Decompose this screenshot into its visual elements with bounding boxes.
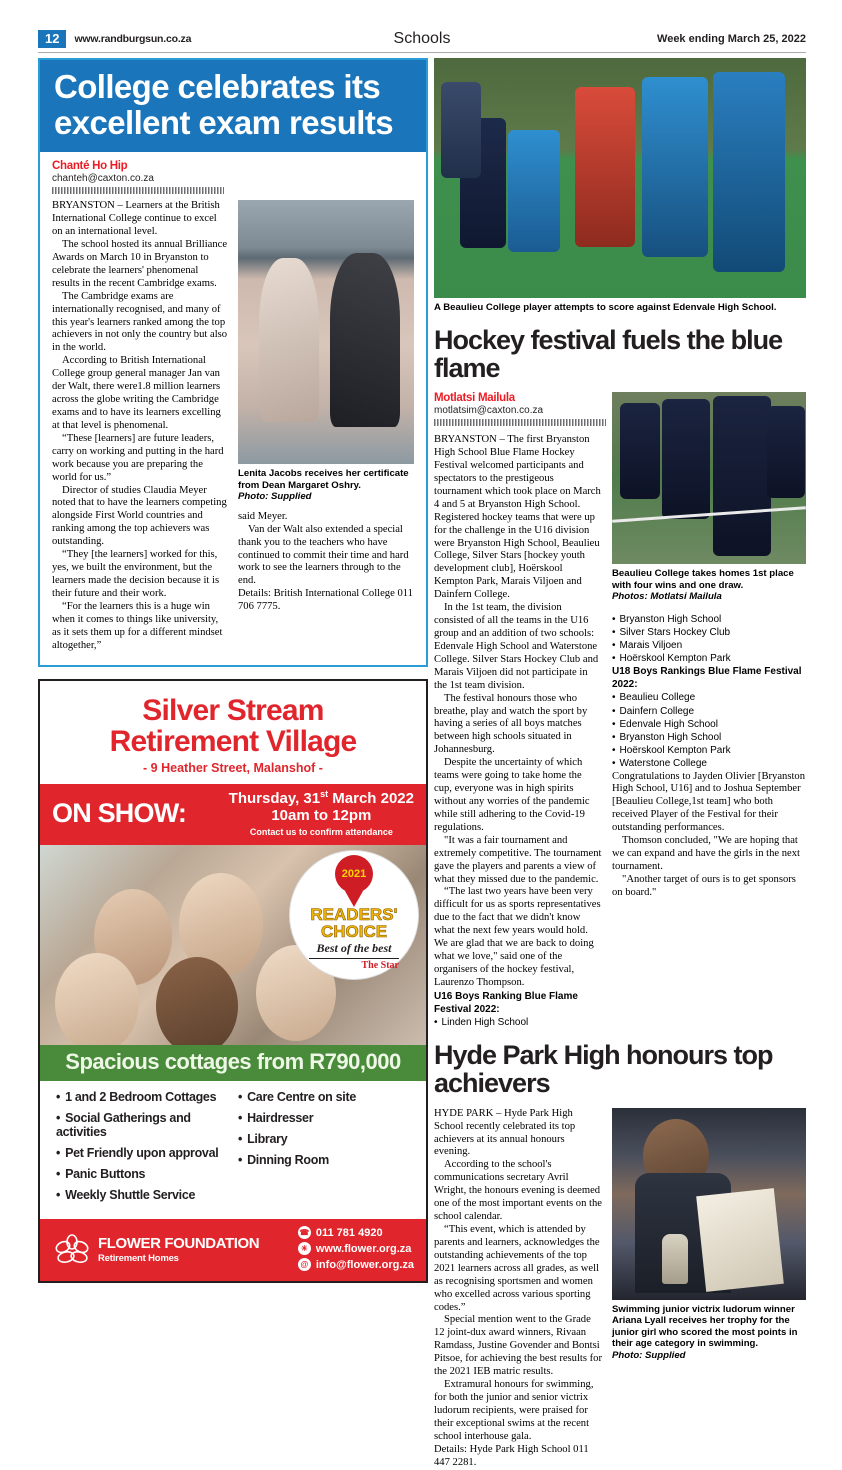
paragraph: The school hosted its annual Brilliance Awards on March 10 in Bryanston to celebrate the learners' phenomenal results in the recent Cambridge exams.	[52, 239, 228, 289]
brand-subtitle: Retirement Homes	[98, 1253, 179, 1265]
ranking-item: • Silver Stars Hockey Club	[612, 626, 806, 639]
hockey-body	[434, 392, 806, 1029]
paragraph: In the 1st team, the division consisted of all the teams in the U16 group and an addition of two schools: Edenvale High School and Waterstone College. Silver Stars Hockey Club and Marais Viljoen did not participate in the 1st team division.	[434, 602, 599, 691]
brand-name: FLOWER FOUNDATION	[98, 1235, 260, 1253]
u16-rankings-list-left	[434, 1016, 602, 1029]
paragraph: “They [the learners] worked for this, yes, we built the environment, but the learners made the decision because it is their future and their work.	[52, 549, 220, 599]
article-hydepark	[434, 1041, 806, 1470]
ranking-item: • Waterstone College	[612, 757, 806, 770]
badge-choice-label: CHOICE	[320, 922, 388, 942]
feature-item: • Dinning Room	[238, 1153, 410, 1167]
byline-author-name: Chanté Ho Hip	[52, 160, 128, 173]
globe-icon: ☀	[298, 1242, 311, 1255]
caption-text: Swimming junior victrix ludorum winner Ariana Lyall receives her trophy for the junior girl who scored the most points in their age category in swimming.	[612, 1303, 798, 1350]
paragraph: Extramural honours for swimming, for both the junior and senior victrix ludorum recipients, were praised for their exceptional swims at the recent school interhouse gala.	[434, 1379, 594, 1442]
ad-address: - 9 Heather Street, Malanshof -	[143, 761, 323, 776]
paragraph: Details: Hyde Park High School 011 447 2281.	[434, 1443, 589, 1468]
section-title: Schools	[393, 30, 451, 47]
hydepark-body-col1	[434, 1108, 602, 1470]
byline-author-email: chanteh@caxton.co.za	[52, 173, 154, 185]
badge-readers-label: READERS'	[310, 905, 398, 925]
advert-silver-stream[interactable]	[38, 679, 428, 1284]
paragraph: “These [learners] are future leaders, carry on working and putting in the hard work because you are preparing the world for us.”	[52, 432, 224, 483]
photo-caption	[612, 1304, 806, 1362]
photo-beaulieu-team	[612, 392, 806, 564]
college-body-col1	[52, 200, 228, 652]
ad-title-line1: Silver Stream	[142, 693, 324, 727]
hydepark-headline: Hyde Park High honours top achievers	[434, 1040, 773, 1099]
hydepark-body	[434, 1108, 806, 1470]
paragraph: The festival honours those who breathe, play and watch the sport by having a series of all boys matches between high schools situated in Johannesburg.	[434, 692, 588, 756]
paragraph: HYDE PARK – Hyde Park High School recently celebrated its top achievers at its annual honours evening.	[434, 1107, 576, 1158]
issue-date: Week ending March 25, 2022	[657, 33, 806, 45]
badge-tagline: Best of the best	[316, 941, 392, 956]
paragraph: Details: British International College 011 706 7775.	[238, 588, 413, 613]
paragraph: “This event, which is attended by parents and learners, acknowledges the outstanding achievements of the top 2021 learners across all grades, as well as recognising sportsmen and women who excelled across various sporting codes.”	[434, 1224, 600, 1313]
photo-caption: A Beaulieu College player attempts to score against Edenvale High School.	[434, 302, 777, 313]
photo-hockey-match	[434, 58, 806, 298]
feature-item: • Care Centre on site	[238, 1090, 410, 1104]
u16-rankings-list-right	[612, 613, 806, 666]
ad-onshow-date-sup: st	[320, 789, 329, 800]
ad-onshow-note: Contact us to confirm attendance	[249, 827, 393, 838]
feature-item: • Pet Friendly upon approval	[56, 1146, 228, 1160]
paragraph: Despite the uncertainty of which teams were going to take home the cup, everyone was in high spirits without any worries of the pandemic while still adhering to the Covid-19 regulations.	[434, 757, 590, 833]
website-url: www.randburgsun.co.za	[74, 33, 192, 45]
ranking-item: • Dainfern College	[612, 705, 806, 718]
ad-title-line2: Retirement Village	[109, 725, 357, 759]
contact-email[interactable]: info@flower.org.za	[315, 1258, 414, 1271]
ranking-item: • Edenvale High School	[612, 718, 806, 731]
ad-features-col1	[56, 1090, 228, 1209]
ad-photo-residents	[40, 845, 426, 1045]
paragraph: The Cambridge exams are internationally recognised, and many of this year's learners ranked among the top achievers in not only the country but also in the world.	[52, 290, 228, 354]
ad-price-banner: Spacious cottages from R790,000	[40, 1045, 426, 1081]
u18-rankings-heading: U18 Boys Rankings Blue Flame Festival 2022:	[612, 666, 802, 691]
photo-ariana-lyall	[612, 1108, 806, 1300]
hockey-body-col2	[612, 392, 806, 1029]
u18-rankings-list	[612, 691, 806, 770]
paragraph: "It was a fair tournament and extremely competitive. The tournament gave the players and parents a view of what they missed due to the pandemic.	[434, 834, 602, 885]
ad-features	[40, 1081, 426, 1219]
u16-rankings-heading: U16 Boys Ranking Blue Flame Festival 2022:	[434, 990, 578, 1015]
caption-credit: Photo: Supplied	[612, 1349, 686, 1361]
paragraph: Thomson concluded, "We are hoping that we can expand and have the girls in the next tournament.	[612, 835, 800, 873]
ad-onshow-band	[40, 784, 426, 845]
ad-onshow-date-a: Thursday, 31	[228, 790, 321, 808]
phone-icon: ☎	[299, 1228, 310, 1238]
paragraph: “The last two years have been very difficult for us as sports representatives due to the fact that we didn't know what the next few years would hold. We are glad that we are back to doing what we love," said one of the organisers of the hockey festival, Laurenzo Thompson.	[434, 886, 601, 988]
contact-email-row[interactable]	[298, 1258, 414, 1271]
page-number: 12	[38, 30, 66, 48]
masthead-divider	[38, 52, 806, 53]
article-hockey	[434, 58, 806, 1029]
ranking-item: • Linden High School	[434, 1016, 602, 1029]
article-college	[38, 58, 428, 667]
ad-title	[40, 681, 426, 759]
feature-item: • Weekly Shuttle Service	[56, 1188, 228, 1202]
paragraph: BRYANSTON – The first Bryanston High School Blue Flame Hockey Festival welcomed participants and spectators to the prestigeous tournament which took place on March 4 and 5 at Bryanston High School. Registered hockey teams that were up for the challenge in the U16 division were Bryanston High School, Beaulieu College, Silver Stars [hockey youth development club], Hoërskool Kempton Park, Marais Viljoen and Dainfern College.	[434, 434, 601, 601]
caption-text: Beaulieu College takes homes 1st place with four wins and one draw.	[612, 568, 794, 591]
feature-item: • Panic Buttons	[56, 1167, 228, 1181]
paragraph: According to British International College group general manager Jan van der Walt, there were1.8 million learners across the globe writing the Cambridge exams and to have its learners excelling at that level is phenomenal.	[52, 355, 221, 431]
ad-footer	[40, 1219, 426, 1281]
contact-website[interactable]: www.flower.org.za	[315, 1242, 412, 1255]
caption-text: Lenita Jacobs receives her certificate from Dean Margaret Oshry.	[238, 468, 409, 491]
ad-contacts[interactable]	[298, 1226, 414, 1274]
ad-onshow-date	[229, 790, 414, 808]
ranking-item: • Bryanston High School	[612, 731, 806, 744]
college-headline: College celebrates its excellent exam results	[54, 68, 394, 141]
feature-item: • 1 and 2 Bedroom Cottages	[56, 1090, 228, 1104]
paragraph: “For the learners this is a huge win when it comes to things like university, as it sets them up for a different mindset altogether,”	[52, 600, 223, 651]
contact-phone-row[interactable]	[298, 1226, 414, 1239]
photo-lenita-jacobs	[238, 200, 414, 464]
paragraph: According to the school's communications secretary Avril Wright, the honours evening is deemed one of the most important events on the school calendar.	[434, 1159, 602, 1223]
badge-year: 2021	[335, 855, 373, 893]
hockey-headline: Hockey festival fuels the blue flame	[434, 324, 783, 383]
contact-phone[interactable]: 011 781 4920	[315, 1226, 383, 1239]
photo-caption	[238, 468, 414, 503]
badge-publication: The Star	[309, 958, 399, 971]
ranking-item: • Bryanston High School	[612, 613, 806, 626]
contact-web-row[interactable]	[298, 1242, 414, 1255]
ad-onshow-details	[229, 790, 414, 837]
ad-features-col2	[238, 1090, 410, 1209]
college-body-col2	[238, 200, 414, 652]
byline-rule	[52, 187, 224, 194]
ranking-item: • Hoërskool Kempton Park	[612, 744, 806, 757]
feature-item: • Social Gatherings and activities	[56, 1111, 228, 1139]
feature-item: • Hairdresser	[238, 1111, 410, 1125]
paragraph: said Meyer.	[238, 510, 288, 522]
right-column	[434, 58, 806, 1470]
photo-caption	[612, 568, 806, 603]
paragraph: BRYANSTON – Learners at the British International College continue to excel on an international level.	[52, 200, 220, 238]
hydepark-body-col2	[612, 1108, 806, 1470]
paragraph: Director of studies Claudia Meyer noted that to have the learners competing alongside First World countries and ranking among the top achievers was outstanding.	[52, 484, 227, 548]
caption-credit: Photos: Motlatsi Mailula	[612, 591, 722, 603]
college-byline	[40, 152, 426, 194]
feature-item: • Library	[238, 1132, 410, 1146]
paragraph: "Another target of ours is to get sponsors on board."	[612, 873, 796, 898]
paragraph: Special mention went to the Grade 12 joint-dux award winners, Rivaan Ramdass, Justine Govender and Bontsi Pitsoe, for achieving the best results for the 2021 IEB matric results.	[434, 1314, 602, 1378]
caption-credit: Photo: Supplied	[238, 491, 312, 503]
byline-author-name: Motlatsi Mailula	[434, 392, 515, 405]
college-body	[40, 194, 426, 664]
college-headline-band	[40, 60, 426, 152]
paragraph: Van der Walt also extended a special thank you to the teachers who have continued to commit their time and hard work to see the learners through to the end.	[238, 523, 409, 587]
ad-onshow-time: 10am to 12pm	[271, 806, 372, 824]
paragraph: Congratulations to Jayden Olivier [Bryanston High School, U16] and to Joshua September [Beaulieu College,1st team] who both received Player of the Festival for their outstanding performances.	[612, 770, 806, 834]
left-column	[38, 58, 428, 1283]
hockey-body-col1	[434, 392, 602, 1029]
ad-onshow-label: ON SHOW:	[52, 798, 187, 829]
ad-onshow-date-b: March 2022	[328, 790, 414, 808]
flower-icon	[52, 1233, 92, 1267]
flower-foundation-logo	[52, 1233, 259, 1267]
envelope-icon: @	[298, 1258, 311, 1271]
masthead	[38, 26, 806, 52]
ranking-item: • Beaulieu College	[612, 691, 806, 704]
byline-author-email: motlatsim@caxton.co.za	[434, 405, 544, 417]
ranking-item: • Hoërskool Kempton Park	[612, 652, 806, 665]
ranking-item: • Marais Viljoen	[612, 639, 806, 652]
readers-choice-badge	[290, 851, 418, 979]
byline-rule	[434, 419, 606, 426]
